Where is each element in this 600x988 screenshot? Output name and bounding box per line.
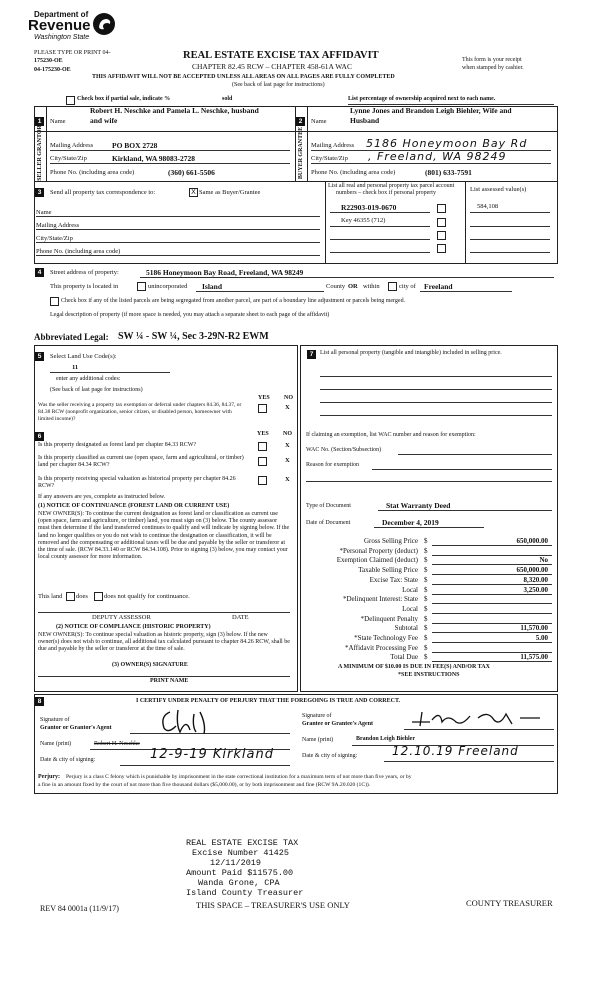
ownership-note: List percentage of ownership acquired next to each name. — [348, 96, 496, 102]
within-label: within — [363, 283, 380, 290]
financial-label: Subtotal — [394, 624, 418, 633]
segregated-checkbox[interactable] — [50, 297, 59, 306]
deputy-date-label: DATE — [232, 614, 249, 621]
section-6-number: 6 — [35, 432, 44, 441]
seller-mailing: PO BOX 2728 — [112, 141, 158, 150]
stamp-line-5: Wanda Grone, CPA — [198, 878, 280, 888]
forest-q2-no-answer: X — [285, 457, 290, 464]
grantee-signature-icon — [408, 706, 548, 730]
perjury-text-2: a fine in an amount fixed by the court of not more than five thousand dollars ($5,000.00), or by both imprisonment and fine (RCW 9A.20.020 (1C)). — [38, 782, 371, 788]
buyer-city-label: City/State/Zip — [311, 155, 348, 162]
land-use-no-header: NO — [284, 395, 293, 401]
section-8-number: 8 — [35, 697, 44, 706]
forest-q3-yes-checkbox[interactable] — [258, 476, 267, 485]
forest-q1-yes-checkbox[interactable] — [258, 442, 267, 451]
notice1-title: (1) NOTICE OF CONTINUANCE (FOREST LAND OR CURRENT USE) — [38, 503, 230, 509]
tax-name-label: Name — [36, 209, 52, 216]
parcel-divider — [325, 181, 326, 263]
assessed-2-line — [470, 226, 550, 227]
stamp-line-6: Island County Treasurer — [186, 888, 304, 898]
seller-city-line — [50, 163, 290, 164]
county-label: County — [326, 283, 346, 290]
dor-dept-line2: Revenue — [28, 17, 91, 34]
parcel-1-line — [330, 212, 430, 213]
legal-desc-label: Legal description of property (if more space is needed, you may attach a separate sheet to each page of the affidavit) — [50, 312, 330, 318]
does-not-label: does not qualify for continuance. — [104, 593, 190, 600]
notice2-body: NEW OWNER(S): To continue special valuation as historic property, sign (3) below. If the new owner(s) does not wish to continue, all additional tax calculated pursuant to chapter 84.26 RCW, shall be due and payable by the seller or transferor at the time of sale. — [38, 632, 290, 653]
seller-side-bar — [46, 106, 47, 181]
personal-property-label: List all personal property (tangible and intangible) included in selling price. — [320, 350, 502, 356]
wac-line — [398, 454, 552, 455]
assessed-4-line — [470, 252, 550, 253]
doc-date-line — [374, 527, 484, 528]
buyer-mailing-label: Mailing Address — [311, 142, 355, 149]
reason-label: Reason for exemption — [306, 462, 359, 468]
financial-currency: $ — [424, 643, 428, 652]
section-2-number: 2 — [296, 117, 305, 126]
grantor-name: Robert H. Neschke — [94, 741, 140, 747]
additional-codes-label: enter any additional codes: — [56, 376, 121, 382]
reason-line — [372, 469, 552, 470]
seller-name-line2: and wife — [90, 116, 118, 125]
financial-label: *Delinquent Interest: State — [342, 595, 418, 604]
exemption-question: Was the seller receiving a property tax exemption or deferral under chapters 84.36, 84.37, or 84.38 RCW (nonprofit organization, senior citizen, or disabled person, homeowner with limited income)? — [38, 402, 242, 423]
section-1-number: 1 — [35, 117, 44, 126]
financial-currency: $ — [424, 585, 428, 594]
warning-text: THIS AFFIDAVIT WILL NOT BE ACCEPTED UNLESS ALL AREAS ON ALL PAGES ARE FULLY COMPLETED — [92, 74, 395, 80]
minimum-fee-note: A MINIMUM OF $10.00 IS DUE IN FEE(S) AND/OR TAX — [338, 664, 490, 670]
doc-date-label: Date of Document — [306, 520, 351, 526]
wac-label: WAC No. (Section/Subsection) — [306, 447, 382, 453]
grantee-name-label: Name (print) — [302, 737, 334, 743]
buyer-side-label: BUYER GRANTEE — [298, 126, 304, 180]
notice1-body: NEW OWNER(S): To continue the current designation as forest land or classification as current use (open space, farm and agriculture, or timber) land, you must sign on (3) below. The county assessor must then determine if the land transferred continues to qualify and will indicate by signing below. If the land no longer qualifies or you do not wish to continue the designation or classification, it will be removed and the compensating or additional taxes will be due and payable by the seller or transferor at the time of sale. (RCW 84.33.140 or RCW 84.34.108). Prior to signing (3) below, you may contact your local county assessor for more information. — [38, 511, 290, 561]
financial-label: *State Technology Fee — [354, 634, 418, 642]
land-use-see-back: (See back of last page for instructions) — [50, 387, 143, 393]
financial-currency: $ — [424, 614, 428, 623]
financial-label: Total Due — [390, 653, 418, 662]
seller-name-line1: Robert H. Neschke and Pamela L. Neschke, husband — [90, 106, 259, 115]
financial-label: Exemption Claimed (deduct) — [336, 556, 418, 565]
does-not-checkbox[interactable] — [94, 592, 103, 601]
grantor-date-line — [120, 765, 290, 766]
buyer-mailing: 5186 Honeymoon Bay Rd — [366, 137, 528, 150]
financial-line — [432, 545, 552, 546]
financial-currency: $ — [424, 566, 428, 575]
personal-line-3 — [320, 402, 552, 403]
financial-label: Taxable Selling Price — [358, 566, 418, 575]
grantee-date-line — [384, 761, 554, 762]
financial-value: No — [539, 556, 548, 565]
county-value: Island — [202, 282, 223, 291]
personal-line-1 — [320, 376, 552, 377]
parcel-3-line — [330, 239, 430, 240]
financial-value: 5.00 — [535, 634, 548, 642]
print-name-line — [38, 676, 290, 677]
city-of-value: Freeland — [424, 282, 453, 291]
parcel-3-checkbox[interactable] — [437, 231, 446, 240]
treasurer-use-only: THIS SPACE – TREASURER'S USE ONLY — [196, 900, 350, 910]
tax-phone-label: Phone No. (including area code) — [36, 248, 121, 255]
financial-label: *Delinquent Penalty — [360, 614, 418, 623]
form-subtitle: CHAPTER 82.45 RCW – CHAPTER 458-61A WAC — [192, 62, 352, 71]
or-label: OR — [348, 283, 358, 290]
exemption-claim-label: If claiming an exemption, list WAC number and reason for exemption: — [306, 432, 476, 438]
abbrev-legal-label: Abbreviated Legal: — [34, 332, 109, 342]
does-checkbox[interactable] — [66, 592, 75, 601]
grantor-sig-label2: Grantor or Grantor's Agent — [40, 725, 112, 731]
owner-signature-label: (3) OWNER(S) SIGNATURE — [112, 662, 188, 668]
tax-mailing-label: Mailing Address — [36, 222, 80, 229]
financial-currency: $ — [424, 624, 428, 633]
financial-currency: $ — [424, 546, 428, 555]
financial-value: 8,320.00 — [523, 575, 548, 584]
financial-line — [432, 594, 552, 595]
financial-currency: $ — [424, 556, 428, 565]
stamp-line-3: 12/11/2019 — [210, 858, 262, 868]
partial-sale-label: Check box if partial sale, indicate % — [77, 96, 171, 102]
located-label: This property is located in — [50, 283, 119, 290]
grantee-sig-label1: Signature of — [302, 713, 332, 719]
perjury-label: Perjury: — [38, 774, 60, 780]
personal-line-4 — [320, 415, 552, 416]
land-use-code-line — [50, 372, 170, 373]
form-code-1: 175230-OE — [34, 58, 63, 64]
assessed-divider — [465, 181, 466, 263]
grantee-sig-label2: Grantee or Grantee's Agent — [302, 721, 374, 727]
financial-label: Gross Selling Price — [363, 537, 418, 545]
does-label: does — [76, 593, 88, 600]
land-use-label: Select Land Use Code(s): — [50, 353, 117, 360]
city-of-label: city of — [399, 283, 416, 290]
this-land-label: This land — [38, 593, 63, 600]
section-7-number: 7 — [307, 350, 316, 359]
partial-sale-checkbox[interactable] — [66, 96, 75, 105]
forest-yes-header: YES — [257, 431, 269, 437]
segregated-label: Check box if any of the listed parcels are being segregated from another parcel, are part of a boundary line adjustment or parcels being merged. — [61, 298, 406, 304]
partial-sale-sold: sold — [222, 96, 233, 102]
deputy-assessor-label: DEPUTY ASSESSOR — [92, 614, 151, 621]
land-use-code: 11 — [72, 364, 79, 371]
section-4-number: 4 — [35, 268, 44, 277]
if-yes-note: If any answers are yes, complete as instructed below. — [38, 494, 166, 500]
form-revision: REV 84 0001a (11/9/17) — [40, 904, 119, 913]
buyer-side-bar — [307, 106, 308, 181]
doc-type-label: Type of Document — [306, 503, 351, 509]
doc-date-value: December 4, 2019 — [382, 518, 439, 527]
seller-phone-label: Phone No. (including area code) — [50, 169, 135, 176]
grantor-signature-icon — [156, 704, 226, 738]
financial-currency: $ — [424, 575, 428, 584]
seller-city-label: City/State/Zip — [50, 155, 87, 162]
parcel-2: Key 46355 (712) — [341, 217, 386, 224]
stamp-line-1: REAL ESTATE EXCISE TAX — [186, 838, 299, 848]
financial-line — [432, 603, 552, 604]
stamp-line-4: Amount Paid $11575.00 — [186, 868, 294, 878]
street-label: Street address of property: — [50, 269, 119, 276]
grantee-date-label: Date & city of signing: — [302, 753, 358, 759]
seller-side-label: SELLER GRANTOR — [37, 125, 43, 181]
parcel-2-line — [330, 226, 430, 227]
notice2-title: (2) NOTICE OF COMPLIANCE (HISTORIC PROPERTY) — [56, 624, 211, 630]
forest-q1: Is this property designated as forest land per chapter 84.33 RCW? — [38, 442, 197, 448]
see-back-instructions: (See back of last page for instructions) — [232, 82, 325, 88]
forest-q3-no-answer: X — [285, 476, 290, 483]
dor-dept-line1: Department of — [34, 10, 89, 19]
buyer-phone: (801) 633-7591 — [425, 168, 472, 177]
city-of-checkbox[interactable] — [388, 282, 397, 291]
financial-label: Local — [402, 604, 418, 613]
county-line — [196, 291, 324, 292]
county-treasurer-label: COUNTY TREASURER — [466, 898, 553, 908]
assessed-value-1: 584,108 — [477, 203, 499, 210]
parcel-header-1: List all real and personal property tax parcel account — [328, 183, 455, 189]
receipt-note-1: This form is your receipt — [462, 57, 522, 63]
unincorporated-label: unincorporated — [148, 283, 188, 290]
financial-label: Excise Tax: State — [369, 575, 418, 584]
financial-value: 650,000.00 — [516, 537, 548, 545]
personal-line-2 — [320, 389, 552, 390]
unincorporated-checkbox[interactable] — [137, 282, 146, 291]
financial-value: 3,250.00 — [523, 585, 548, 594]
tax-mailing-line — [36, 229, 320, 230]
see-instructions-note: *SEE INSTRUCTIONS — [398, 672, 460, 678]
dor-swirl-icon — [92, 12, 116, 36]
deputy-line — [38, 612, 290, 613]
exemption-no-answer: X — [285, 404, 290, 411]
financial-line — [432, 613, 552, 614]
financial-value: 11,570.00 — [520, 624, 548, 633]
street-line — [140, 277, 554, 278]
buyer-phone-label: Phone No. (including area code) — [311, 169, 396, 176]
print-name-label: PRINT NAME — [150, 678, 189, 684]
parcel-4-checkbox[interactable] — [437, 244, 446, 253]
financial-currency: $ — [424, 634, 428, 642]
tax-phone-line — [36, 255, 320, 256]
doc-type-line — [378, 510, 552, 511]
seller-city: Kirkland, WA 98083-2728 — [112, 154, 196, 163]
forest-q3: Is this property receiving special valuation as historical property per chapter 84.26 RCW? — [38, 476, 236, 490]
please-type: PLEASE TYPE OR PRINT 04- — [34, 50, 111, 56]
buyer-name-label: Name — [311, 118, 327, 125]
financial-label: Local — [402, 585, 418, 594]
forest-q2: Is this property classified as current use (open space, farm and agricultural, or timber) land per chapter 84.34 RCW? — [38, 455, 244, 469]
form-title: REAL ESTATE EXCISE TAX AFFIDAVIT — [183, 50, 379, 61]
financial-line — [432, 661, 552, 662]
grantor-date: 12-9-19 Kirkland — [150, 747, 274, 762]
reason-line-2 — [306, 481, 552, 482]
grantor-date-label: Date & city of signing: — [40, 757, 96, 763]
assessed-1-line — [470, 212, 550, 213]
land-use-yes-header: YES — [258, 395, 270, 401]
financial-currency: $ — [424, 604, 428, 613]
form-code-2: 04-175230-OE — [34, 67, 71, 73]
seller-name-label: Name — [50, 118, 66, 125]
tax-name-line — [36, 216, 320, 217]
dor-logo — [28, 10, 118, 50]
financial-line — [432, 642, 552, 643]
seller-mailing-line — [50, 150, 290, 151]
financial-value: 11,575.00 — [520, 653, 548, 662]
parcel-1: R22903-019-0670 — [341, 203, 397, 212]
grantee-date: 12.10.19 Freeland — [392, 744, 519, 758]
financial-label: *Personal Property (deduct) — [339, 546, 418, 555]
stamp-line-2: Excise Number 41425 — [192, 848, 289, 858]
parcel-header-2: numbers – check box if personal property — [336, 190, 436, 196]
financial-currency: $ — [424, 595, 428, 604]
financial-currency: $ — [424, 537, 428, 545]
section-5-number: 5 — [35, 352, 44, 361]
assessed-3-line — [470, 239, 550, 240]
financial-label: *Affidavit Processing Fee — [345, 643, 418, 652]
name-row-divider — [34, 131, 557, 132]
tax-city-line — [36, 242, 320, 243]
assessed-header: List assessed value(s) — [470, 186, 527, 193]
dor-dept-line3: Washington State — [34, 34, 90, 41]
grantee-name: Brandon Leigh Biehler — [356, 736, 416, 742]
abbrev-legal-value: SW ¼ - SW ¼, Sec 3-29N-R2 EWM — [118, 331, 269, 342]
city-of-line — [420, 291, 512, 292]
forest-q2-yes-checkbox[interactable] — [258, 457, 267, 466]
same-as-buyer-label: Same as Buyer/Grantee — [199, 189, 261, 196]
doc-type-value: Stat Warranty Deed — [386, 501, 451, 510]
exemption-yes-checkbox[interactable] — [258, 404, 267, 413]
parcel-2-checkbox[interactable] — [437, 218, 446, 227]
buyer-name-line1: Lynne Jones and Brandon Leigh Biehler, Wife and — [350, 106, 512, 115]
parcel-1-checkbox[interactable] — [437, 204, 446, 213]
street-address: 5186 Honeymoon Bay Road, Freeland, WA 98249 — [146, 268, 304, 277]
buyer-city-line — [311, 163, 551, 164]
financial-value: 650,000.00 — [516, 566, 548, 575]
seller-mailing-label: Mailing Address — [50, 142, 94, 149]
ownership-note-underline — [348, 104, 554, 105]
seller-phone: (360) 661-5506 — [168, 168, 215, 177]
financial-currency: $ — [424, 653, 428, 662]
parcel-4-line — [330, 252, 430, 253]
buyer-city: , Freeland, WA 98249 — [368, 150, 507, 163]
certify-statement: I CERTIFY UNDER PENALTY OF PERJURY THAT THE FOREGOING IS TRUE AND CORRECT. — [136, 698, 401, 704]
forest-no-header: NO — [283, 431, 292, 437]
forest-q1-no-answer: X — [285, 442, 290, 449]
section-3-number: 3 — [35, 188, 44, 197]
tax-corr-label: Send all property tax correspondence to: — [50, 189, 156, 196]
perjury-text-1: Perjury is a class C felony which is punishable by imprisonment in the state correctional institution for a maximum term of not more than five years, or by — [66, 774, 412, 780]
receipt-note-2: when stamped by cashier. — [462, 65, 524, 71]
grantor-name-label: Name (print) — [40, 741, 72, 747]
same-as-buyer-checkbox[interactable]: X — [189, 188, 198, 197]
grantor-sig-label1: Signature of — [40, 717, 70, 723]
buyer-name-line2: Husband — [350, 116, 380, 125]
tax-city-label: City/State/Zip — [36, 235, 73, 242]
